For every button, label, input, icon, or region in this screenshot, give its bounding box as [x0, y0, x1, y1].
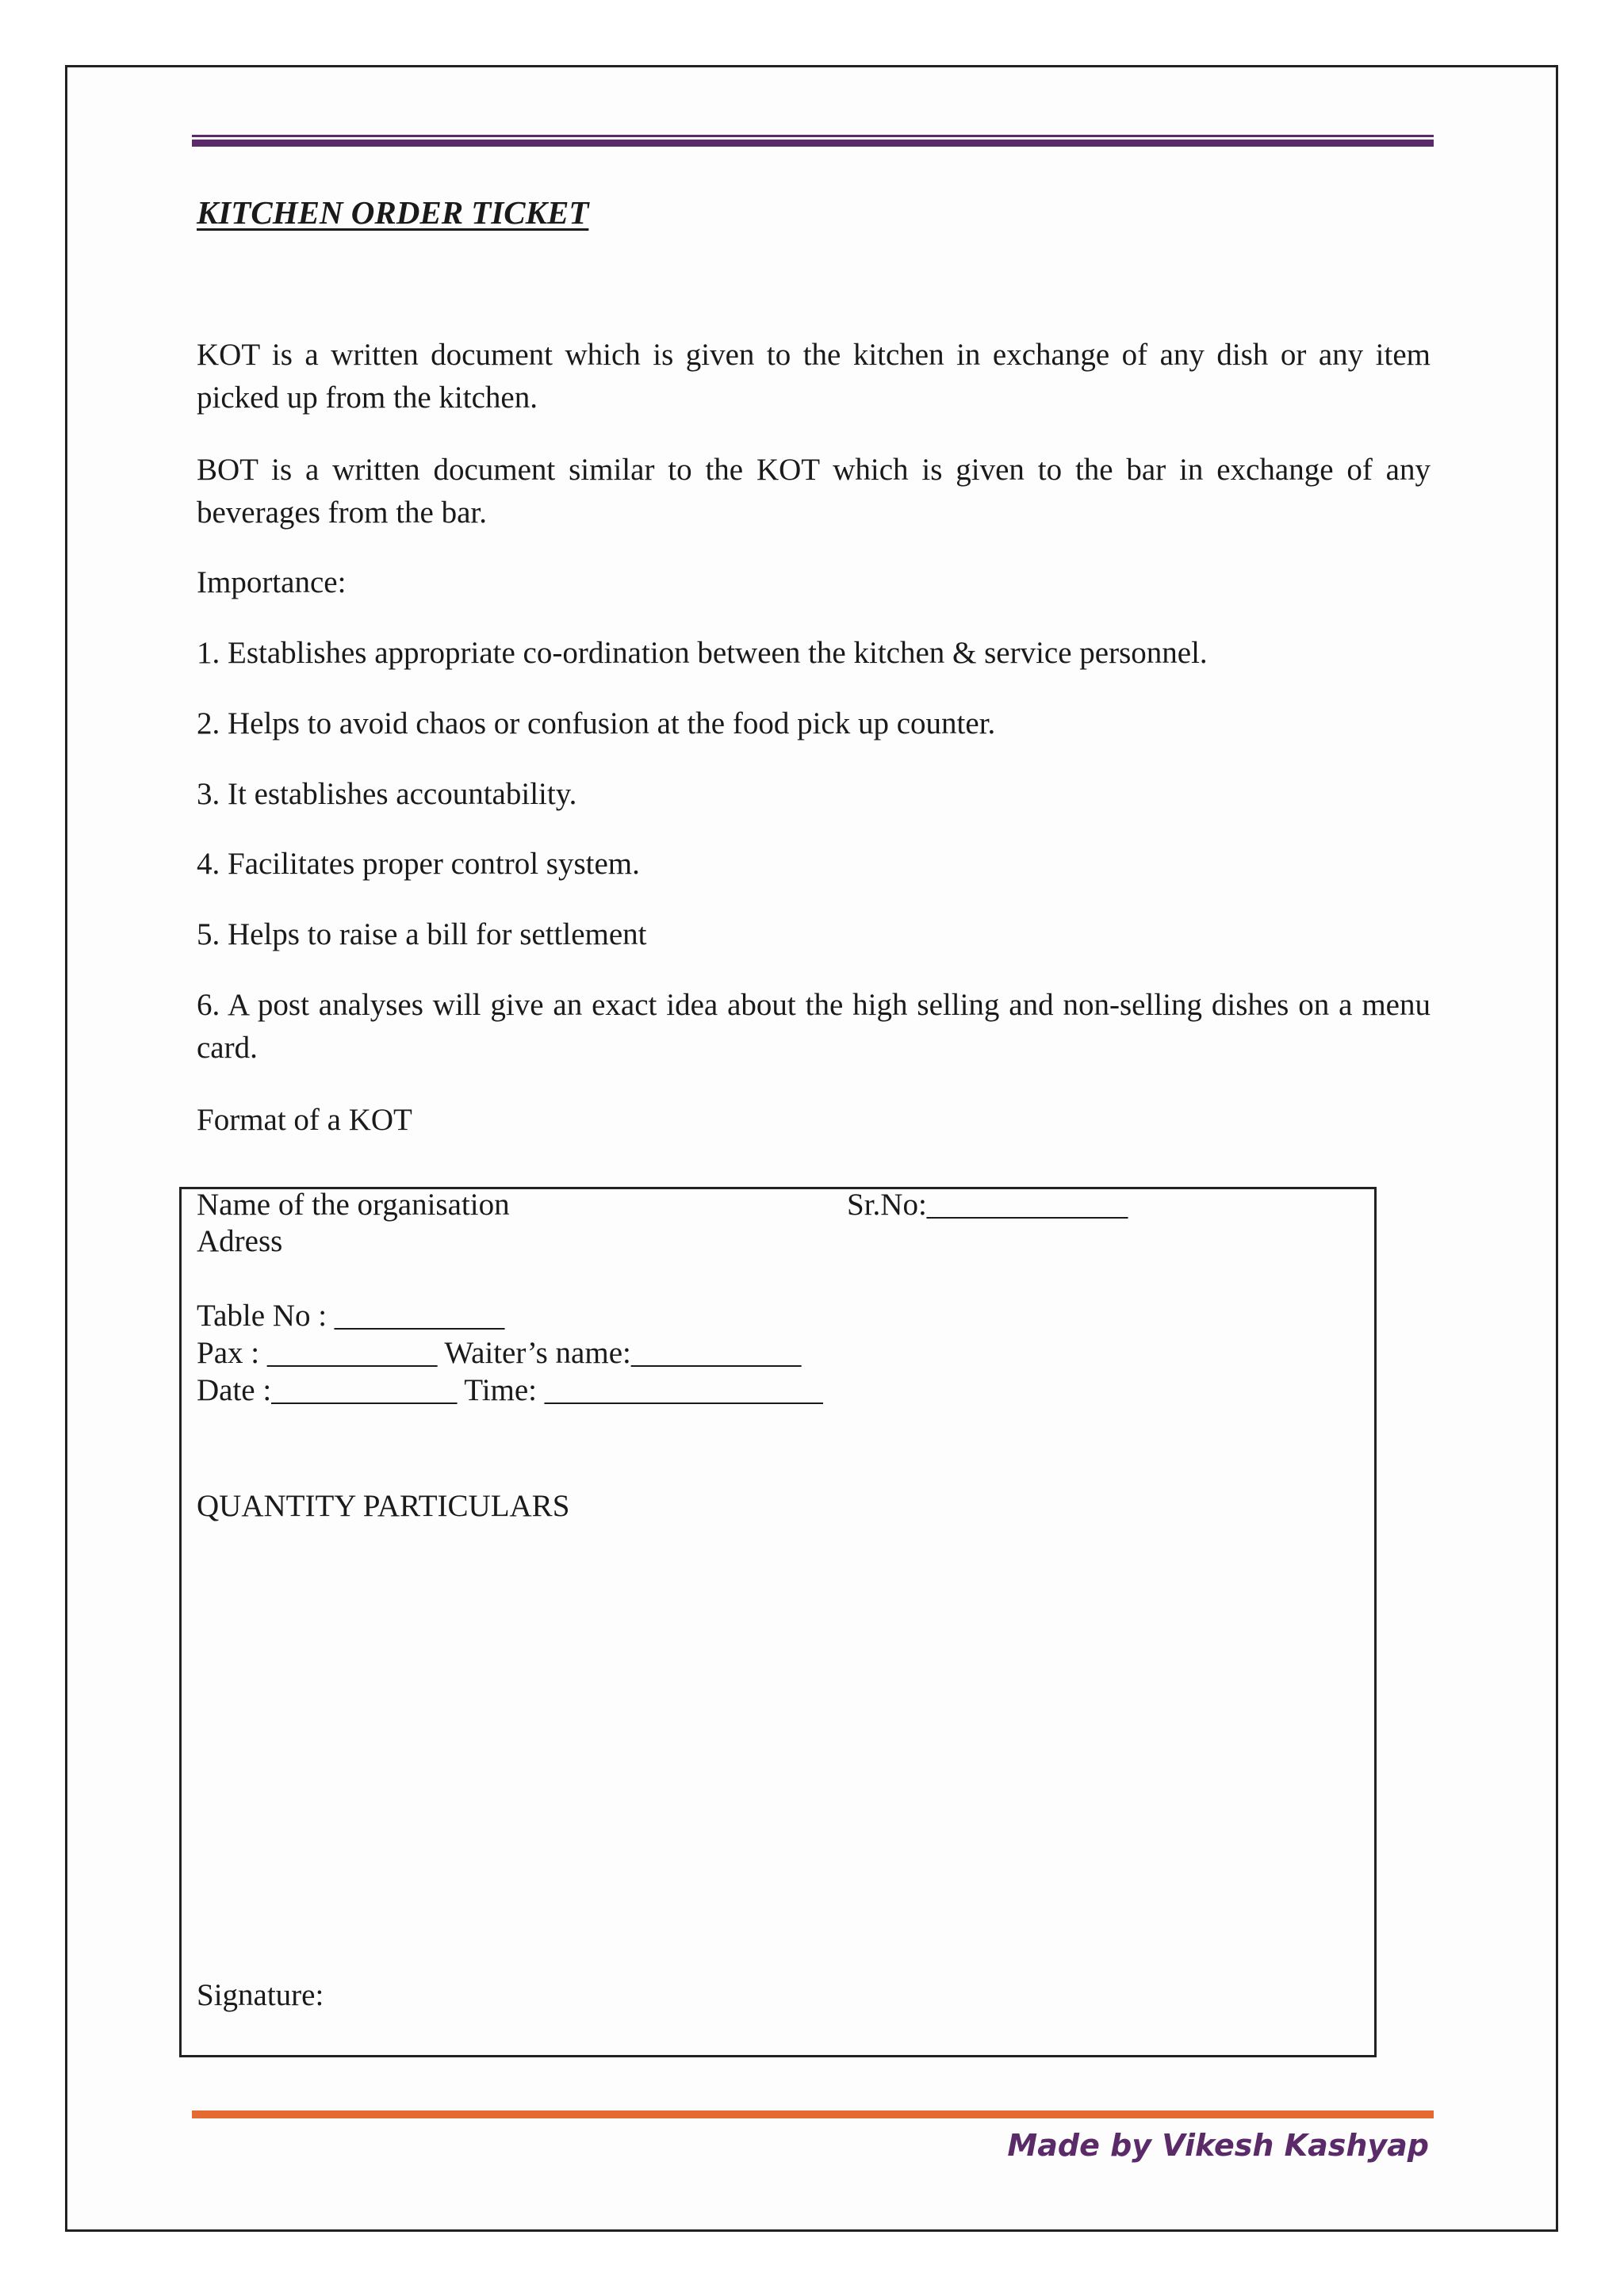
header-rule-thick [192, 140, 1434, 147]
importance-point-5: 5. Helps to raise a bill for settlement [197, 917, 647, 951]
form-columns-header: QUANTITY PARTICULARS [197, 1489, 570, 1523]
importance-point-3: 3. It establishes accountability. [197, 777, 577, 811]
form-table-no: Table No : ___________ [197, 1299, 505, 1333]
bot-definition: BOT is a written document similar to the KOT which is given to the bar in exchange of any beverages from the bar. [197, 453, 1431, 530]
form-org-name: Name of the organisation [197, 1188, 510, 1222]
importance-point-2: 2. Helps to avoid chaos or confusion at the food pick up counter. [197, 706, 996, 740]
page-title: KITCHEN ORDER TICKET [197, 194, 589, 231]
author-credit: Made by Vikesh Kashyap [1007, 2128, 1429, 2163]
importance-heading: Importance: [197, 565, 347, 599]
kot-definition: KOT is a written document which is given to the kitchen in exchange of any dish or any item picked up from the kitchen. [197, 338, 1431, 415]
form-address: Adress [197, 1224, 283, 1258]
form-sr-no: Sr.No:_____________ [847, 1188, 1128, 1222]
footer-rule [192, 2110, 1434, 2118]
importance-point-1: 1. Establishes appropriate co-ordination between the kitchen & service personnel. [197, 636, 1208, 670]
header-rule-thin [192, 135, 1434, 137]
form-pax-waiter: Pax : ___________ Waiter’s name:___________ [197, 1336, 802, 1370]
format-heading: Format of a KOT [197, 1103, 412, 1137]
importance-point-6: 6. A post analyses will give an exact idea about the high selling and non-selling dishes on a menu card. [197, 988, 1431, 1065]
form-signature: Signature: [197, 1978, 324, 2012]
form-date-time: Date :____________ Time: __________________ [197, 1373, 823, 1407]
importance-point-4: 4. Facilitates proper control system. [197, 847, 640, 881]
